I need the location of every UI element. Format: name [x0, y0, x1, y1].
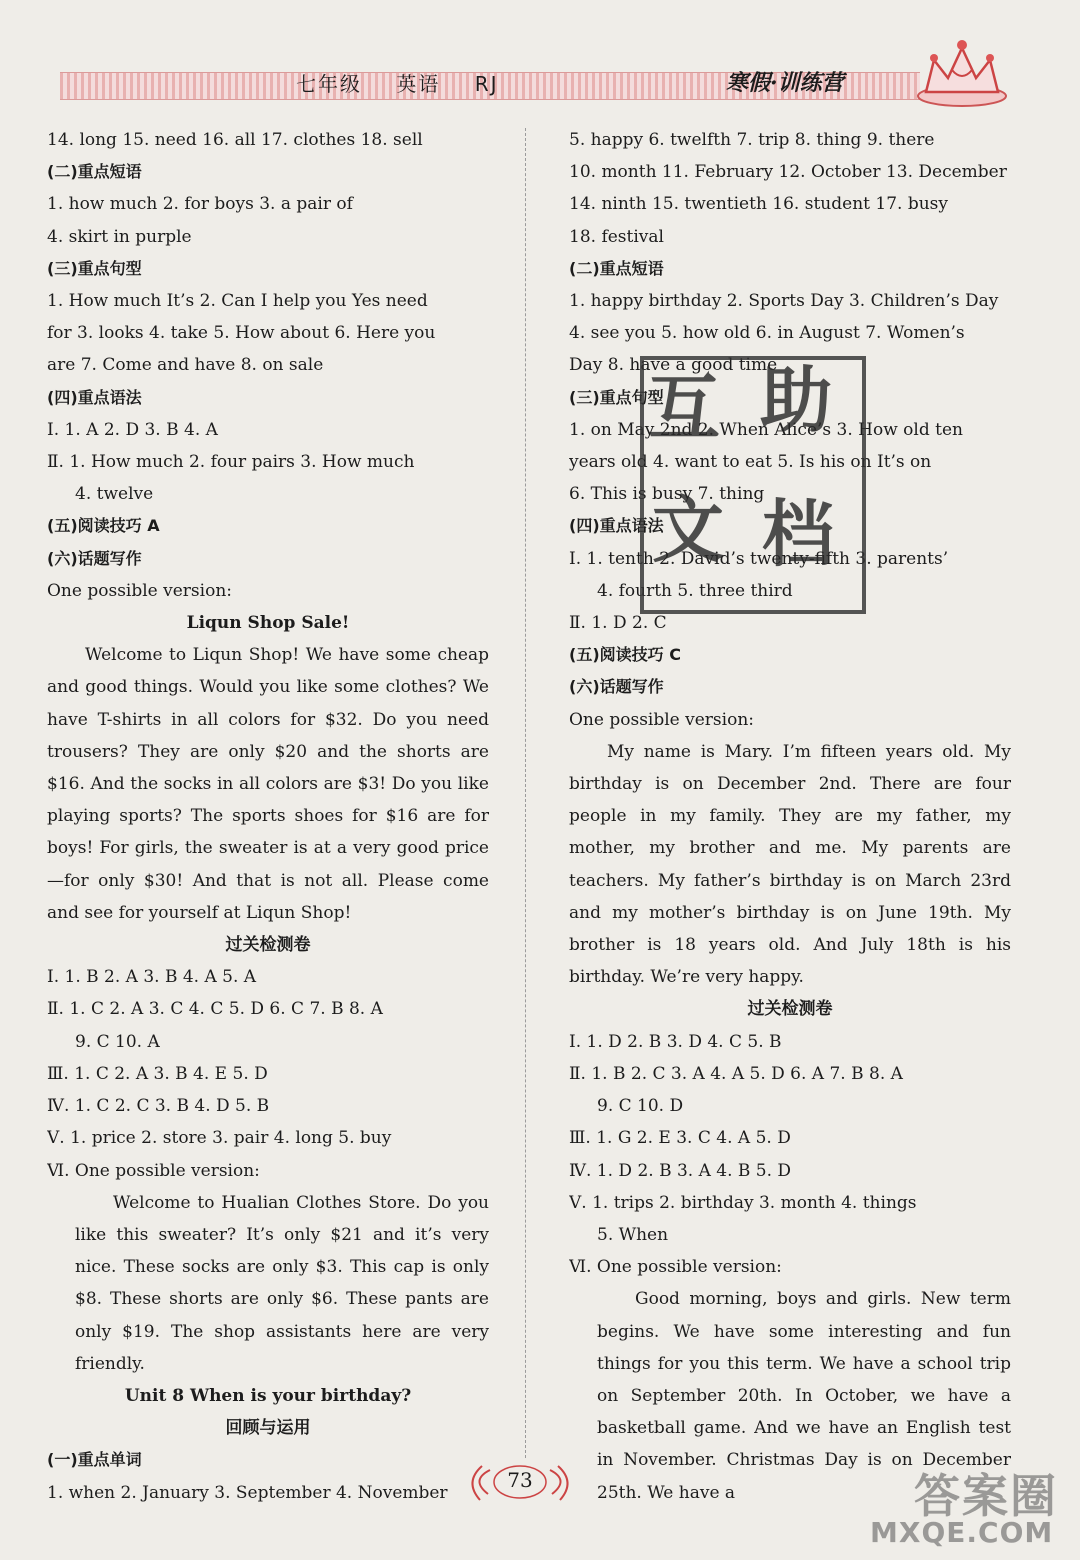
answer-line: Ⅲ. 1. G 2. E 3. C 4. A 5. D	[569, 1128, 791, 1149]
left-column	[47, 124, 489, 1509]
stamp-char: 档	[762, 492, 835, 576]
page-number-badge	[460, 1450, 580, 1510]
answer-line: 4. skirt in purple	[47, 226, 192, 247]
subject-label: 英语	[396, 72, 441, 96]
section-heading: (六)话题写作	[47, 548, 142, 568]
answer-line: Ⅱ. 1. C 2. A 3. C 4. C 5. D 6. C 7. B 8. A	[47, 999, 383, 1020]
answer-line: 1. how much 2. for boys 3. a pair of	[47, 194, 353, 215]
right-column	[569, 124, 1011, 1509]
answer-line: 1. on May 2nd 2. When Alice’s 3. How old ten	[569, 419, 963, 440]
series-title: 寒假·训练营	[726, 70, 844, 96]
section-heading: (二)重点短语	[47, 162, 142, 182]
header-left	[296, 68, 525, 97]
answer-line: 14. long 15. need 16. all 17. clothes 18. sell	[47, 130, 423, 150]
answer-line: Welcome to Liqun Shop! We have some cheap and good things. Would you like some clothes? We have T-shirts in all colors for $32. Do you need trousers? They are only $20 and the shorts are $16. And the socks in all colors are $3! Do you like playing sports? The sports shoes for $16 are for boys! For girls, the sweater is at a very good price—for only $30! And that is not all. Please come and see for yourself at Liqun Shop!	[47, 645, 489, 923]
answer-line: Ⅳ. 1. C 2. C 3. B 4. D 5. B	[47, 1096, 270, 1117]
answer-line: Ⅰ. 1. B 2. A 3. B 4. A 5. A	[47, 967, 257, 988]
answer-line: One possible version:	[47, 580, 232, 601]
answer-line: My name is Mary. I’m fifteen years old. My birthday is on December 2nd. There are four people in my family. They are my father, my mother, my brother and me. My parents are teachers. My father’s birthday is on March 23rd and my mother’s birthday is on June 19th. My brother is 18 years old. And July 18th is his birthday. We’re very happy.	[569, 741, 1011, 988]
answer-line: 过关检测卷	[225, 935, 311, 956]
section-heading: (一)重点单词	[47, 1450, 142, 1470]
answer-line: Ⅴ. 1. trips 2. birthday 3. month 4. things	[569, 1192, 917, 1213]
answer-line: years old 4. want to eat 5. Is his on It’s on	[569, 452, 932, 473]
answer-line: 1. How much It’s 2. Can I help you Yes need	[47, 291, 428, 312]
section-heading: (二)重点短语	[569, 258, 664, 278]
answer-line: 18. festival	[569, 226, 664, 247]
answer-line: Ⅴ. 1. price 2. store 3. pair 4. long 5. buy	[47, 1128, 392, 1149]
answer-line: One possible version:	[569, 709, 754, 730]
stamp-char: 互	[648, 366, 721, 450]
stamp-char: 文	[652, 488, 725, 572]
section-heading: (四)重点语法	[47, 387, 142, 407]
section-heading: (四)重点语法	[569, 516, 664, 536]
answer-line: Unit 8 When is your birthday?	[124, 1385, 412, 1406]
watermark-logo: 答案圈	[914, 1469, 1058, 1523]
answer-line: 5. When	[597, 1224, 669, 1245]
section-heading: (三)重点句型	[47, 258, 142, 278]
answer-line: 9. C 10. A	[75, 1031, 160, 1052]
column-divider	[525, 128, 526, 1458]
answer-line: 10. month 11. February 12. October 13. December	[569, 162, 1007, 183]
answer-line: Ⅱ. 1. B 2. C 3. A 4. A 5. D 6. A 7. B 8. A	[569, 1063, 903, 1084]
answer-line: Liqun Shop Sale!	[186, 613, 350, 634]
answer-line: Good morning, boys and girls. New term begins. We have some interesting and fun things for you this term. We have a school trip on September 20th. In October, we have a basketball game. And we have an English test in November. Christmas Day is on December 25th. We have a	[597, 1289, 1011, 1503]
stamp-watermark	[640, 356, 866, 614]
answer-line: 1. happy birthday 2. Sports Day 3. Children’s Day	[569, 291, 999, 312]
answer-line: Ⅳ. 1. D 2. B 3. A 4. B 5. D	[569, 1160, 792, 1181]
answer-line: 4. see you 5. how old 6. in August 7. Women’s	[569, 323, 965, 344]
answer-line: Day 8. have a good time	[569, 355, 778, 376]
answer-line: Welcome to Hualian Clothes Store. Do you like this sweater? It’s only $21 and it’s very nice. These socks are only $3. This cap is only $8. These shorts are only $6. These pants are only $19. The shop assistants here are very friendly.	[75, 1192, 489, 1374]
watermark-url: MXQE.COM	[870, 1516, 1054, 1549]
answer-line: for 3. looks 4. take 5. How about 6. Here you	[47, 323, 436, 344]
answer-line: 4. fourth 5. three third	[597, 580, 793, 601]
answer-line: 1. when 2. January 3. September 4. November	[47, 1482, 448, 1503]
answer-line: 4. twelve	[75, 484, 154, 505]
answer-line: Ⅰ. 1. tenth 2. David’s twenty-fifth 3. parents’	[569, 548, 949, 569]
site-watermark	[870, 1460, 1070, 1555]
answer-line: Ⅰ. 1. A 2. D 3. B 4. A	[47, 419, 218, 440]
answer-line: Ⅵ. One possible version:	[569, 1257, 782, 1278]
section-heading: (五)阅读技巧 C	[569, 645, 681, 665]
answer-line: Ⅱ. 1. How much 2. four pairs 3. How much	[47, 452, 415, 473]
crown-logo-icon	[912, 30, 1012, 110]
stamp-char: 助	[760, 358, 833, 442]
answer-line: Ⅵ. One possible version:	[47, 1160, 260, 1181]
answer-line: Ⅱ. 1. D 2. C	[569, 613, 667, 634]
section-heading: (三)重点句型	[569, 387, 664, 407]
answer-line: 14. ninth 15. twentieth 16. student 17. busy	[569, 194, 948, 215]
answer-line: are 7. Come and have 8. on sale	[47, 355, 324, 376]
section-heading: (五)阅读技巧 A	[47, 516, 160, 536]
section-heading: (六)话题写作	[569, 677, 664, 697]
answer-line: 过关检测卷	[747, 999, 833, 1020]
edition-label: RJ	[474, 72, 499, 96]
answer-line: 9. C 10. D	[597, 1096, 684, 1117]
answer-line: Ⅰ. 1. D 2. B 3. D 4. C 5. B	[569, 1031, 782, 1052]
answer-line: 回顾与运用	[225, 1418, 311, 1439]
page-header	[60, 58, 1020, 108]
page-number: 73	[507, 1468, 533, 1492]
answer-line: Ⅲ. 1. C 2. A 3. B 4. E 5. D	[47, 1063, 268, 1084]
answer-line: 6. This is busy 7. thing	[569, 484, 765, 505]
answer-line: 5. happy 6. twelfth 7. trip 8. thing 9. there	[569, 130, 935, 150]
grade-label: 七年级	[296, 72, 362, 96]
